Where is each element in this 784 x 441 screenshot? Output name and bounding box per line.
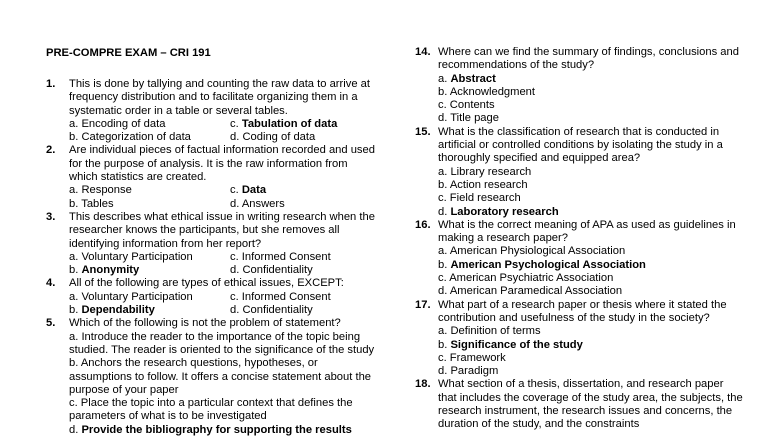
- question-text: Which of the following is not the problem of statement?: [69, 317, 341, 330]
- correct-answer: Significance of the study: [450, 338, 583, 351]
- option-b: b. Tables: [69, 197, 114, 210]
- correct-answer: Laboratory research: [450, 205, 559, 218]
- exam-title: PRE-COMPRE EXAM – CRI 191: [46, 47, 211, 59]
- option-d: d. Coding of data: [230, 131, 316, 144]
- correct-answer: Abstract: [450, 72, 496, 85]
- question-3: [46, 211, 376, 277]
- question-17: [415, 299, 745, 379]
- correct-answer: Provide the bibliography for supporting the results: [81, 423, 352, 436]
- option-a: a. Library research: [438, 165, 532, 178]
- question-text: What part of a research paper or thesis where it stated the contribution and usefulness of the study in the society?: [438, 298, 727, 324]
- option-d: d. Confidentiality: [230, 264, 313, 277]
- option-d: d. Laboratory research: [438, 205, 559, 218]
- option-a: a. Abstract: [438, 72, 496, 85]
- option-d: d. Answers: [230, 197, 285, 210]
- right-column: [415, 46, 745, 432]
- question-number: 5.: [46, 317, 56, 330]
- question-16: [415, 219, 745, 299]
- question-text: What section of a thesis, dissertation, and research paper that includes the coverage of the study area, the subjects, the research instrument, the research issues and concerns, the duration of the study, and the constraints: [438, 378, 743, 431]
- question-number: 2.: [46, 144, 56, 157]
- option-c: c. Contents: [438, 99, 495, 112]
- correct-answer: Data: [241, 184, 267, 197]
- option-c: c. Place the topic into a particular context that defines the parameters of what is to be investigated: [69, 397, 353, 423]
- option-b: b. Anchors the research questions, hypotheses, or assumptions to follow. It offers a concise statement about the purpose of your paper: [69, 357, 372, 396]
- correct-answer: Anonymity: [81, 264, 140, 277]
- question-text: Are individual pieces of factual information recorded and used for the purpose of analysis. It is the raw information from which statistics are created.: [69, 144, 375, 184]
- question-text: This describes what ethical issue in writing research when the researcher knows the participants, but she removes all identifying information from her report?: [69, 210, 375, 250]
- option-a: a. Response: [69, 184, 132, 197]
- option-d: d. Confidentiality: [230, 304, 313, 317]
- options: [69, 184, 376, 211]
- option-a: a. Introduce the reader to the importance of the topic being studied. The reader is oriented to the significance of the study: [69, 330, 375, 356]
- question-4: [46, 277, 376, 317]
- option-a: a. American Physiological Association: [438, 245, 626, 258]
- question-15: [415, 126, 745, 219]
- option-b: b. Anonymity: [69, 264, 140, 277]
- option-d: d. American Paramedical Association: [438, 285, 623, 298]
- option-d: d. Title page: [438, 112, 499, 125]
- option-b: b. Significance of the study: [438, 338, 583, 351]
- options: [69, 118, 376, 145]
- question-text: This is done by tallying and counting the raw data to arrive at frequency distribution and to facilitate organizing them in a systematic order in a table or several tables.: [69, 78, 370, 117]
- option-c: c. Informed Consent: [230, 290, 331, 303]
- options: [69, 291, 376, 318]
- question-number: 18.: [415, 378, 431, 391]
- question-5: [46, 317, 376, 437]
- question-number: 17.: [415, 298, 431, 311]
- question-14: [415, 46, 745, 126]
- question-1: [46, 78, 376, 144]
- option-b: b. Categorization of data: [69, 131, 191, 144]
- question-text: All of the following are types of ethical issues, EXCEPT:: [69, 277, 344, 290]
- option-c: c. Informed Consent: [230, 250, 331, 263]
- question-text: What is the correct meaning of APA as used as guidelines in making a research paper?: [438, 218, 736, 245]
- option-b: b. Dependability: [69, 304, 155, 317]
- option-a: a. Voluntary Participation: [69, 250, 193, 263]
- option-c: c. Tabulation of data: [230, 117, 338, 130]
- option-b: b. Action research: [438, 178, 528, 191]
- correct-answer: Dependability: [81, 304, 155, 317]
- question-number: 16.: [415, 218, 431, 231]
- left-column: [46, 78, 376, 437]
- question-number: 14.: [415, 46, 431, 58]
- options: [69, 251, 376, 278]
- question-number: 3.: [46, 210, 56, 223]
- option-c: c. Field research: [438, 192, 521, 205]
- option-c: c. Data: [230, 184, 267, 197]
- option-d: d. Paradigm: [438, 365, 499, 378]
- option-a: a. Voluntary Participation: [69, 290, 193, 303]
- question-text: What is the classification of research that is conducted in artificial or controlled conditions by isolating the study in a thoroughly specified and equipped area?: [438, 125, 723, 165]
- question-2: [46, 144, 376, 210]
- correct-answer: Tabulation of data: [241, 117, 338, 130]
- option-a: a. Encoding of data: [69, 117, 166, 130]
- option-a: a. Definition of terms: [438, 325, 541, 338]
- question-number: 1.: [46, 78, 56, 90]
- question-text: Where can we find the summary of findings, conclusions and recommendations of the study?: [438, 46, 739, 72]
- question-number: 15.: [415, 125, 431, 138]
- option-b: b. American Psychological Association: [438, 258, 646, 271]
- option-b: b. Acknowledgment: [438, 85, 536, 98]
- option-d: d. Provide the bibliography for supporting the results: [69, 423, 352, 436]
- question-18: [415, 378, 745, 431]
- correct-answer: American Psychological Association: [450, 258, 646, 271]
- question-number: 4.: [46, 277, 56, 290]
- option-c: c. American Psychiatric Association: [438, 272, 614, 285]
- option-c: c. Framework: [438, 351, 506, 364]
